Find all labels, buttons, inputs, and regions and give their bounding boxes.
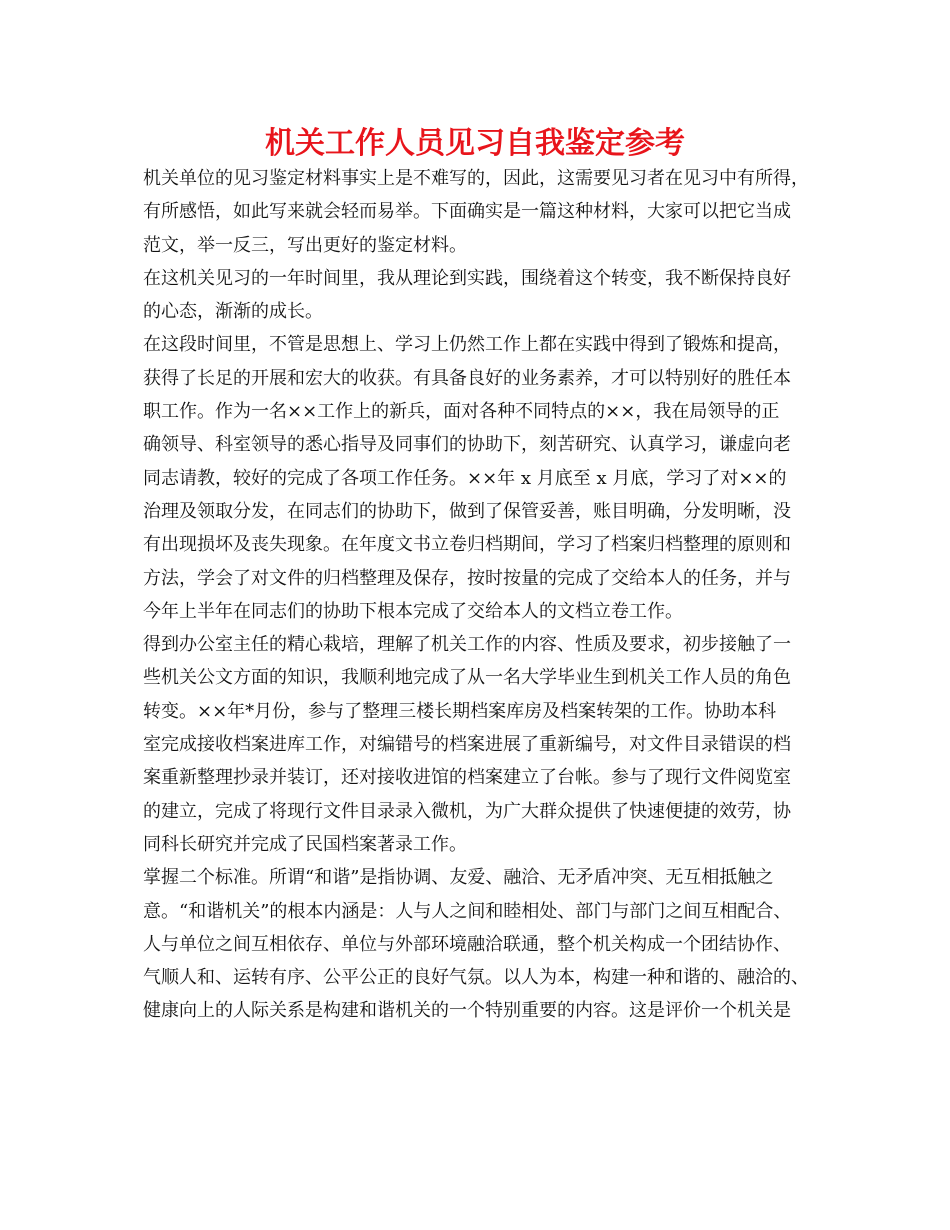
text-line: 健康向上的人际关系是构建和谐机关的一个特别重要的内容。这是评价一个机关是 bbox=[143, 1000, 791, 1022]
text-line: 气顺人和、运转有序、公平公正的良好气氛。以人为本，构建一种和谐的、融洽的、 bbox=[143, 967, 809, 989]
text-line: 确领导、科室领导的悉心指导及同事们的协助下，刻苦研究、认真学习，谦虚向老 bbox=[143, 434, 791, 456]
text-line: 案重新整理抄录并装订，还对接收进馆的档案建立了台帐。参与了现行文件阅览室 bbox=[143, 767, 791, 789]
text-line: 人与单位之间互相依存、单位与外部环境融洽联通，整个机关构成一个团结协作、 bbox=[143, 933, 791, 955]
document-title: 机关工作人员见习自我鉴定参考 bbox=[265, 126, 685, 161]
text-line: 些机关公文方面的知识，我顺利地完成了从一名大学毕业生到机关工作人员的角色 bbox=[143, 667, 791, 689]
text-line: 的建立，完成了将现行文件目录录入微机，为广大群众提供了快速便捷的效劳，协 bbox=[143, 800, 791, 822]
text-line: 范文，举一反三，写出更好的鉴定材料。 bbox=[143, 234, 467, 256]
text-line: 转变。××年*月份，参与了整理三楼长期档案库房及档案转架的工作。协助本科 bbox=[143, 700, 777, 722]
text-line: 室完成接收档案进库工作，对编错号的档案进展了重新编号，对文件目录错误的档 bbox=[143, 734, 791, 756]
text-line: 机关单位的见习鉴定材料事实上是不难写的，因此，这需要见习者在见习中有所得， bbox=[143, 168, 809, 189]
document-body bbox=[143, 162, 823, 1028]
text-line: 治理及领取分发，在同志们的协助下，做到了保管妥善，账目明确，分发明晰，没 bbox=[143, 500, 791, 522]
text-line: 职工作。作为一名××工作上的新兵，面对各种不同特点的××，我在局领导的正 bbox=[143, 401, 780, 423]
text-line: 在这段时间里，不管是思想上、学习上仍然工作上都在实践中得到了锻炼和提高， bbox=[143, 334, 791, 356]
text-line: 同科长研究并完成了民国档案著录工作。 bbox=[143, 833, 467, 855]
text-line: 有出现损坏及丧失现象。在年度文书立卷归档期间，学习了档案归档整理的原则和 bbox=[143, 534, 791, 556]
text-line: 得到办公室主任的精心栽培，理解了机关工作的内容、性质及要求，初步接触了一 bbox=[143, 634, 791, 656]
text-line: 方法，学会了对文件的归档整理及保存，按时按量的完成了交给本人的任务，并与 bbox=[143, 567, 791, 589]
text-line: 意。“和谐机关”的根本内涵是：人与人之间和睦相处、部门与部门之间互相配合、 bbox=[143, 900, 792, 922]
text-line: 在这机关见习的一年时间里，我从理论到实践，围绕着这个转变，我不断保持良好 bbox=[143, 267, 791, 289]
text-line: 掌握二个标准。所谓“和谐”是指协调、友爱、融洽、无矛盾冲突、无互相抵触之 bbox=[143, 867, 774, 889]
text-line: 同志请教，较好的完成了各项工作任务。××年 x 月底至 x 月底，学习了对××的 bbox=[143, 467, 787, 489]
text-line: 今年上半年在同志们的协助下根本完成了交给本人的文档立卷工作。 bbox=[143, 600, 683, 622]
text-line: 有所感悟，如此写来就会轻而易举。下面确实是一篇这种材料，大家可以把它当成 bbox=[143, 201, 791, 223]
text-line: 获得了长足的开展和宏大的收获。有具备良好的业务素养，才可以特别好的胜任本 bbox=[143, 367, 791, 389]
text-line: 的心态，渐渐的成长。 bbox=[143, 301, 323, 323]
